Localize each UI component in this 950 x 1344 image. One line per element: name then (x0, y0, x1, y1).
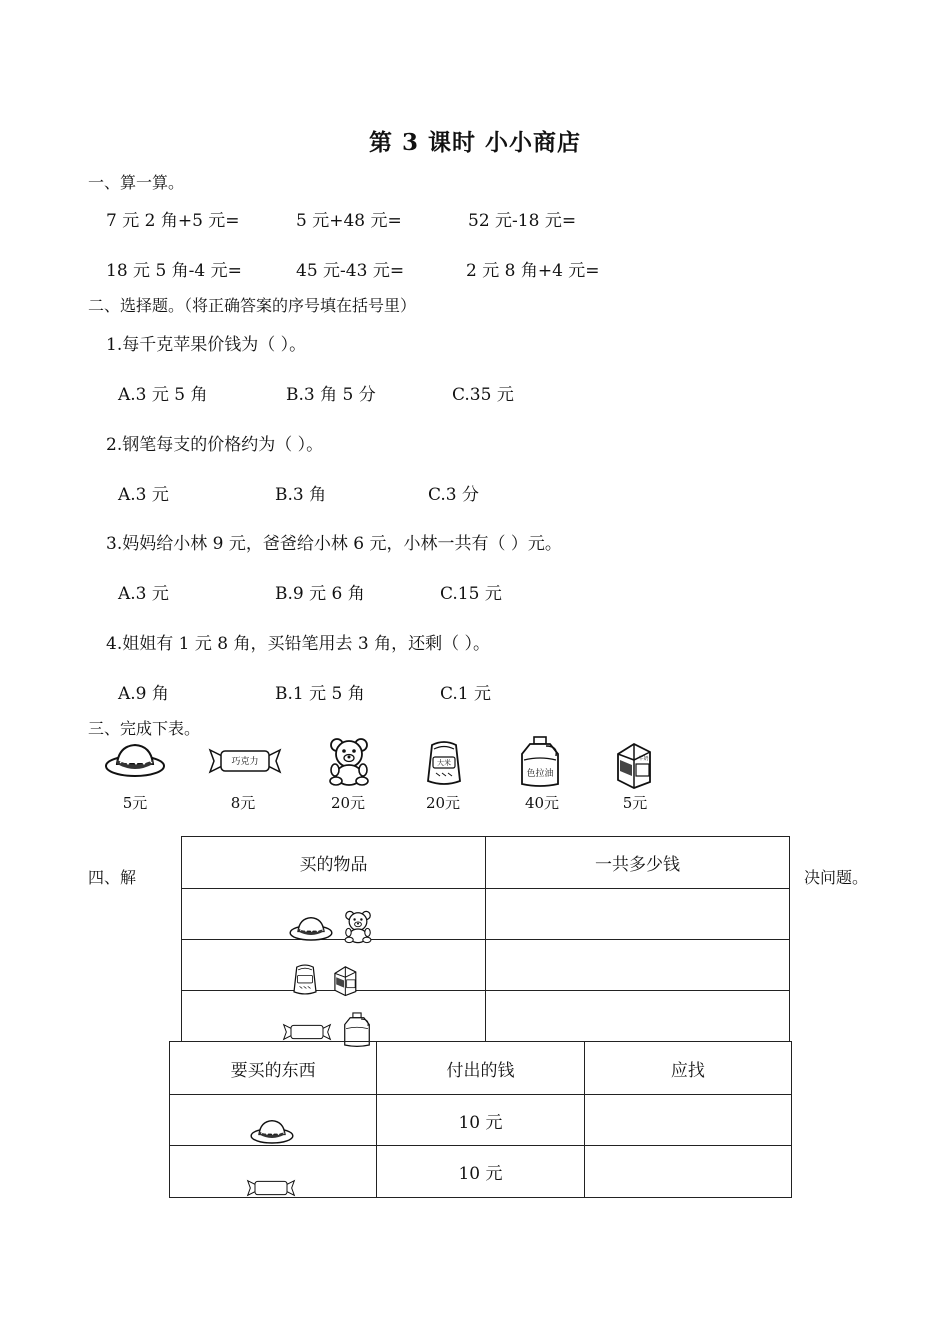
page-title: 第 3 课时 小小商店 (368, 129, 582, 156)
question-4: 4.姐姐有 1 元 8 角，买铅笔用去 3 角，还剩（ ）。 (106, 634, 490, 654)
section-4-heading-left: 四、解 (88, 868, 137, 887)
section-4-heading-right: 决问题。 (804, 868, 869, 887)
question-3: 3.妈妈给小林 9 元，爸爸给小林 6 元，小林一共有（ ）元。 (106, 534, 562, 554)
option-c: C.3 分 (428, 485, 480, 505)
option-b: B.3 角 5 分 (286, 385, 376, 405)
answer-cell[interactable] (486, 940, 790, 991)
salad-oil-bottle-icon (518, 736, 562, 788)
change-answer-cell[interactable] (584, 1146, 791, 1198)
price-label: 20元 (330, 794, 366, 812)
header-item-to-buy: 要买的东西 (170, 1042, 377, 1095)
hat-icon (103, 740, 167, 780)
calc-item: 52 元-18 元= (468, 211, 577, 231)
question-2: 2.钢笔每支的价格约为（ ）。 (106, 435, 324, 455)
milk-label: 牛奶 (638, 756, 649, 762)
option-c: C.15 元 (440, 584, 502, 604)
option-b: B.9 元 6 角 (275, 584, 365, 604)
header-total-cost: 一共多少钱 (486, 837, 790, 889)
header-change: 应找 (584, 1042, 791, 1095)
price-label: 8元 (230, 794, 256, 812)
bag-label: 大米 (437, 759, 451, 767)
option-b: B.1 元 5 角 (275, 684, 365, 704)
option-a: A.3 元 (118, 485, 169, 505)
hat-icon (288, 914, 334, 943)
milk-carton-icon (331, 964, 361, 997)
section-3-heading: 三、完成下表。 (88, 719, 201, 738)
option-b: B.3 角 (275, 485, 327, 505)
calc-item: 18 元 5 角-4 元= (106, 261, 242, 281)
milk-carton-icon (612, 740, 658, 790)
option-a: A.9 角 (118, 684, 169, 704)
chocolate-candy-icon (246, 1178, 296, 1198)
option-a: A.3 元 (118, 584, 169, 604)
calc-item: 5 元+48 元= (296, 211, 402, 231)
purchase-table (181, 836, 790, 1042)
option-a: A.3 元 5 角 (118, 385, 208, 405)
candy-label: 巧克力 (231, 757, 259, 767)
teddy-bear-icon (327, 737, 371, 787)
price-label: 5元 (622, 794, 648, 812)
paid-cell: 10 元 (377, 1146, 584, 1198)
section-2-heading: 二、选择题。（将正确答案的序号填在括号里） (88, 296, 417, 315)
hat-icon (249, 1117, 295, 1146)
teddy-bear-icon (343, 910, 373, 944)
option-c: C.1 元 (440, 684, 492, 704)
items-cell (182, 991, 486, 1042)
calc-item: 7 元 2 角+5 元= (106, 211, 240, 231)
section-1-heading: 一、算一算。 (88, 173, 185, 192)
question-1: 1.每千克苹果价钱为（ ）。 (106, 335, 307, 355)
header-items-bought: 买的物品 (182, 837, 486, 889)
answer-cell[interactable] (486, 991, 790, 1042)
price-label: 40元 (524, 794, 560, 812)
header-money-paid: 付出的钱 (377, 1042, 584, 1095)
calc-item: 2 元 8 角+4 元= (466, 261, 600, 281)
price-label: 5元 (122, 794, 148, 812)
option-c: C.35 元 (452, 385, 514, 405)
flour-bag-icon (291, 963, 319, 996)
answer-cell[interactable] (486, 889, 790, 940)
change-answer-cell[interactable] (584, 1095, 791, 1146)
calc-item: 45 元-43 元= (296, 261, 405, 281)
oil-label: 色拉油 (526, 769, 554, 779)
price-label: 20元 (425, 794, 461, 812)
chocolate-candy-icon (282, 1022, 332, 1042)
paid-cell: 10 元 (377, 1095, 584, 1146)
